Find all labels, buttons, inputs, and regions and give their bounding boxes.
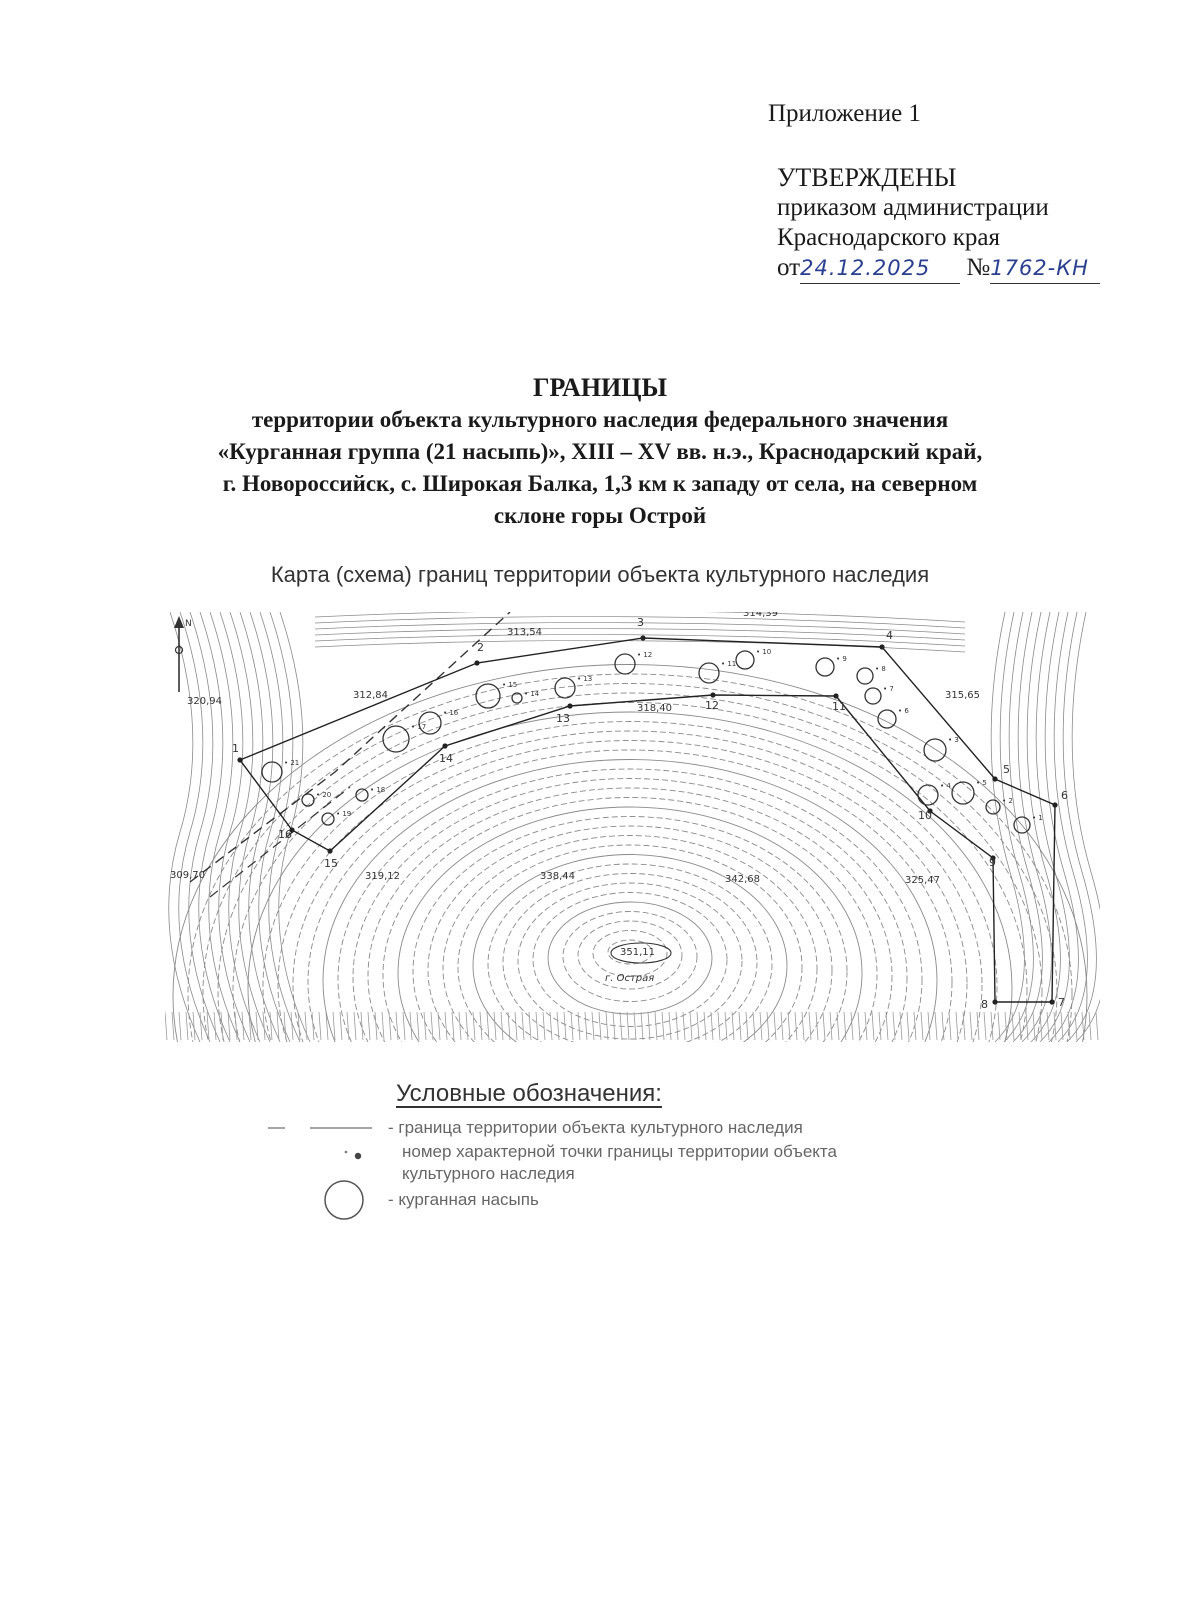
hatch-stroke: [802, 1012, 804, 1040]
mound-label-9: • 9: [836, 655, 847, 663]
mound-label-1: • 1: [1032, 814, 1043, 822]
hatch-stroke: [949, 1012, 951, 1040]
approval-date-line: [777, 253, 1100, 284]
hatch-stroke: [305, 1012, 307, 1040]
mound-label-16: • 16: [443, 709, 459, 717]
contour-line: [179, 612, 210, 1042]
elevation-label: 309,70: [170, 870, 205, 881]
contour-line: [269, 612, 300, 1042]
map-caption: Карта (схема) границ территории объекта культурного наследия: [270, 562, 930, 587]
hatch-stroke: [746, 1012, 748, 1040]
elevation-label: 342,68: [725, 874, 760, 885]
boundary-point-label-16: 16: [278, 828, 292, 841]
mound-8: [857, 668, 873, 684]
mound-label-20: • 20: [316, 791, 332, 799]
mound-10: [736, 651, 754, 669]
hatch-stroke: [480, 1012, 482, 1040]
boundary-point-label-11: 11: [832, 700, 846, 713]
elevation-label: 319,12: [365, 871, 400, 882]
approved-by-line2: Краснодарского края: [777, 224, 1000, 251]
date-prefix: от: [777, 254, 801, 281]
elevation-label: 314,39: [743, 612, 778, 619]
hatch-stroke: [795, 1012, 797, 1040]
document-title: [150, 372, 1050, 532]
hatch-stroke: [872, 1012, 874, 1040]
hatch-stroke: [466, 1012, 468, 1040]
hatch-stroke: [564, 1012, 566, 1040]
hatch-stroke: [529, 1012, 531, 1040]
boundary-point-3: [640, 635, 645, 640]
boundary-point-label-7: 7: [1058, 996, 1065, 1009]
hatch-stroke: [445, 1012, 447, 1040]
hatch-stroke: [1089, 1012, 1091, 1040]
hatch-stroke: [1040, 1012, 1042, 1040]
mound-label-14: • 14: [524, 690, 540, 698]
hatch-stroke: [921, 1012, 923, 1040]
hatch-stroke: [858, 1012, 860, 1040]
elevation-label: 313,54: [507, 627, 542, 638]
hatch-stroke: [1019, 1012, 1021, 1040]
mound-11: [699, 663, 719, 683]
hatch-stroke: [375, 1012, 377, 1040]
contour-line: [209, 612, 240, 1042]
boundary-point-4: [879, 644, 884, 649]
contour-line: [233, 703, 1027, 1043]
boundary-point-label-9: 9: [989, 856, 996, 869]
mound-17: [383, 726, 409, 752]
hatch-stroke: [1096, 1012, 1098, 1040]
contour-line: [338, 769, 922, 1042]
hatch-stroke: [809, 1012, 811, 1040]
mound-12: [615, 654, 635, 674]
boundary-point-label-6: 6: [1061, 789, 1068, 802]
north-label: N: [185, 619, 192, 629]
contour-line: [218, 693, 1042, 1042]
hatch-stroke: [536, 1012, 538, 1040]
contour-line: [428, 826, 832, 1042]
hatch-stroke: [935, 1012, 937, 1040]
peak-label: г. Острая: [605, 973, 655, 984]
hatch-stroke: [879, 1012, 881, 1040]
hatch-stroke: [774, 1012, 776, 1040]
title-line-4: склоне горы Острой: [493, 503, 707, 528]
hatch-stroke: [543, 1012, 545, 1040]
elevation-label: 351,11: [620, 947, 655, 958]
hatch-stroke: [550, 1012, 552, 1040]
north-arrow-icon: [174, 616, 192, 692]
title-main: ГРАНИЦЫ: [532, 373, 668, 402]
number-prefix: №: [966, 254, 991, 281]
hatch-stroke: [683, 1012, 685, 1040]
hatch-stroke: [585, 1012, 587, 1040]
hatch-stroke: [627, 1012, 629, 1040]
appendix-label: Приложение 1: [768, 100, 921, 127]
elevation-label: 338,44: [540, 871, 575, 882]
hatch-stroke: [1026, 1012, 1028, 1040]
hatch-stroke: [354, 1012, 356, 1040]
boundary-point-label-3: 3: [637, 616, 644, 629]
elevation-label: 315,65: [945, 690, 980, 701]
contour-line: [259, 612, 290, 1042]
boundary-point-label-8: 8: [981, 998, 988, 1011]
boundary-point-14: [442, 743, 447, 748]
hatch-stroke: [725, 1012, 727, 1040]
date-value: 24.12.2025: [800, 253, 960, 284]
number-value: 1762-КН: [990, 253, 1100, 284]
hatch-stroke: [494, 1012, 496, 1040]
legend-mound-symbol: [325, 1181, 363, 1219]
hatch-stroke: [711, 1012, 713, 1040]
hatch-stroke: [592, 1012, 594, 1040]
contour-line: [518, 883, 742, 1039]
contour-line: [279, 612, 310, 1042]
mound-5: [952, 782, 974, 804]
contour-line: [991, 612, 1024, 1042]
hatch-stroke: [655, 1012, 657, 1040]
hatch-stroke: [606, 1012, 608, 1040]
hatch-stroke: [452, 1012, 454, 1040]
legend-boundary-text: - граница территории объекта культурного наследия: [388, 1118, 803, 1137]
hatch-stroke: [753, 1012, 755, 1040]
contour-line: [323, 760, 937, 1043]
mound-label-3: • 3: [948, 736, 959, 744]
hatch-stroke: [571, 1012, 573, 1040]
title-line-2: «Курганная группа (21 насыпь)», XIII – XV вв. н.э., Краснодарский край,: [217, 439, 983, 464]
contour-line: [248, 712, 1012, 1042]
title-line-1: территории объекта культурного наследия федерального значения: [251, 407, 949, 432]
hatch-stroke: [347, 1012, 349, 1040]
mound-label-6: • 6: [898, 707, 909, 715]
hatch-stroke: [767, 1012, 769, 1040]
hatch-stroke: [333, 1012, 335, 1040]
hatch-stroke: [893, 1012, 895, 1040]
mound-label-4: • 4: [940, 782, 951, 790]
mound-13: [555, 678, 575, 698]
contour-line: [189, 612, 220, 1042]
hatch-stroke: [886, 1012, 888, 1040]
contour-line: [533, 893, 727, 1027]
boundary-point-label-12: 12: [705, 699, 719, 712]
boundary-point-13: [567, 703, 572, 708]
contour-line: [199, 612, 230, 1042]
hatch-stroke: [235, 1012, 237, 1040]
hatch-stroke: [830, 1012, 832, 1040]
boundary-point-12: [710, 692, 715, 697]
boundary-point-label-15: 15: [324, 857, 338, 870]
elevation-label: 325,47: [905, 875, 940, 886]
elevation-label: 312,84: [353, 690, 388, 701]
hatch-stroke: [704, 1012, 706, 1040]
hatch-stroke: [214, 1012, 216, 1040]
hatch-stroke: [368, 1012, 370, 1040]
contour-line: [413, 817, 847, 1043]
map-canvas: [165, 612, 1100, 1042]
mound-label-17: • 17: [411, 723, 427, 731]
boundary-point-8: [992, 999, 997, 1004]
approval-block: [777, 163, 1100, 284]
mound-label-19: • 19: [336, 810, 352, 818]
hatch-stroke: [928, 1012, 930, 1040]
hatch-stroke: [424, 1012, 426, 1040]
hatch-stroke: [697, 1012, 699, 1040]
mound-label-5: • 5: [976, 779, 987, 787]
hatch-stroke: [865, 1012, 867, 1040]
legend-point-text-2: культурного наследия: [402, 1164, 575, 1183]
hatch-stroke: [907, 1012, 909, 1040]
hatch-stroke: [179, 1012, 181, 1040]
hatch-stroke: [781, 1012, 783, 1040]
hatch-stroke: [473, 1012, 475, 1040]
legend-mound-text: - курганная насыпь: [388, 1190, 539, 1209]
legend-point-symbol: [355, 1153, 361, 1159]
hatch-stroke: [522, 1012, 524, 1040]
hatch-stroke: [739, 1012, 741, 1040]
mound-label-18: • 18: [370, 786, 386, 794]
boundary-point-11: [833, 693, 838, 698]
hatch-stroke: [242, 1012, 244, 1040]
hatch-stroke: [984, 1012, 986, 1040]
north-arrow-head: [174, 616, 184, 628]
hatch-stroke: [403, 1012, 405, 1040]
hatch-stroke: [186, 1012, 188, 1040]
hatch-stroke: [417, 1012, 419, 1040]
mound-7: [865, 688, 881, 704]
mound-label-15: • 15: [502, 681, 518, 689]
hatch-stroke: [319, 1012, 321, 1040]
hatch-stroke: [382, 1012, 384, 1040]
contour-line: [1000, 612, 1033, 1042]
elevation-label: 318,40: [637, 703, 672, 714]
hatch-stroke: [515, 1012, 517, 1040]
boundary-point-15: [327, 848, 332, 853]
contour-line: [188, 674, 1072, 1042]
contour-line: [353, 779, 907, 1043]
mound-20: [302, 794, 314, 806]
boundary-map: [165, 612, 1100, 1042]
mound-label-8: • 8: [875, 665, 886, 673]
hatch-stroke: [389, 1012, 391, 1040]
legend-title: Условные обозначения:: [396, 1080, 662, 1107]
hatch-stroke: [634, 1012, 636, 1040]
map-labels: [170, 612, 980, 984]
contour-line: [239, 612, 270, 1042]
approved-by-line1: приказом администрации: [777, 194, 1049, 221]
hatch-stroke: [823, 1012, 825, 1040]
contour-line: [315, 635, 965, 646]
mound-label-2: • 2: [1002, 797, 1013, 805]
map-legend: [260, 1118, 1020, 1228]
mound-label-12: • 12: [637, 651, 653, 659]
hatch-stroke: [501, 1012, 503, 1040]
contour-line: [443, 836, 817, 1043]
hatch-stroke: [165, 1012, 167, 1040]
boundary-point-label-14: 14: [439, 752, 453, 765]
hatch-stroke: [270, 1012, 272, 1040]
contour-line: [293, 741, 967, 1043]
hatch-stroke: [676, 1012, 678, 1040]
hatch-stroke: [1082, 1012, 1084, 1040]
boundary-point-6: [1052, 802, 1057, 807]
hatch-stroke: [998, 1012, 1000, 1040]
mound-label-7: • 7: [883, 685, 894, 693]
hatch-stroke: [648, 1012, 650, 1040]
hatch-stroke: [669, 1012, 671, 1040]
hatch-stroke: [459, 1012, 461, 1040]
hatch-stroke: [851, 1012, 853, 1040]
hatch-stroke: [732, 1012, 734, 1040]
contour-line: [308, 750, 952, 1042]
legend-point-text-1: номер характерной точки границы территории объекта: [402, 1142, 837, 1161]
legend-point-number-icon: [345, 1151, 348, 1154]
mound-label-10: • 10: [756, 648, 772, 656]
hatch-stroke: [956, 1012, 958, 1040]
boundary-point-label-4: 4: [886, 629, 893, 642]
boundary-point-5: [992, 776, 997, 781]
boundary-point-label-13: 13: [556, 712, 570, 725]
hatch-stroke: [788, 1012, 790, 1040]
boundary-point-label-2: 2: [477, 641, 484, 654]
boundary-point-label-5: 5: [1003, 763, 1010, 776]
boundary-point-label-1: 1: [232, 742, 239, 755]
elevation-label: 320,94: [187, 696, 222, 707]
mound-9: [816, 658, 834, 676]
contour-line: [548, 902, 712, 1014]
hatch-stroke: [200, 1012, 202, 1040]
mound-3: [924, 739, 946, 761]
mound-15: [476, 684, 500, 708]
contour-line: [383, 798, 877, 1043]
boundary-point-2: [474, 660, 479, 665]
hatch-stroke: [340, 1012, 342, 1040]
hatch-stroke: [970, 1012, 972, 1040]
hatch-stroke: [431, 1012, 433, 1040]
mound-label-13: • 13: [577, 675, 593, 683]
boundary-point-label-10: 10: [918, 809, 932, 822]
mound-4: [918, 785, 938, 805]
boundary-point-1: [237, 757, 242, 762]
contour-line: [219, 612, 250, 1042]
slope-hatching: [165, 1012, 1098, 1040]
hatch-stroke: [396, 1012, 398, 1040]
boundary-point-7: [1049, 999, 1054, 1004]
hatch-stroke: [284, 1012, 286, 1040]
approved-heading: УТВЕРЖДЕНЫ: [777, 163, 957, 192]
mound-label-11: • 11: [721, 660, 737, 668]
mound-label-21: • 21: [284, 759, 300, 767]
title-line-3: г. Новороссийск, с. Широкая Балка, 1,3 км к западу от села, на северном: [222, 471, 978, 496]
